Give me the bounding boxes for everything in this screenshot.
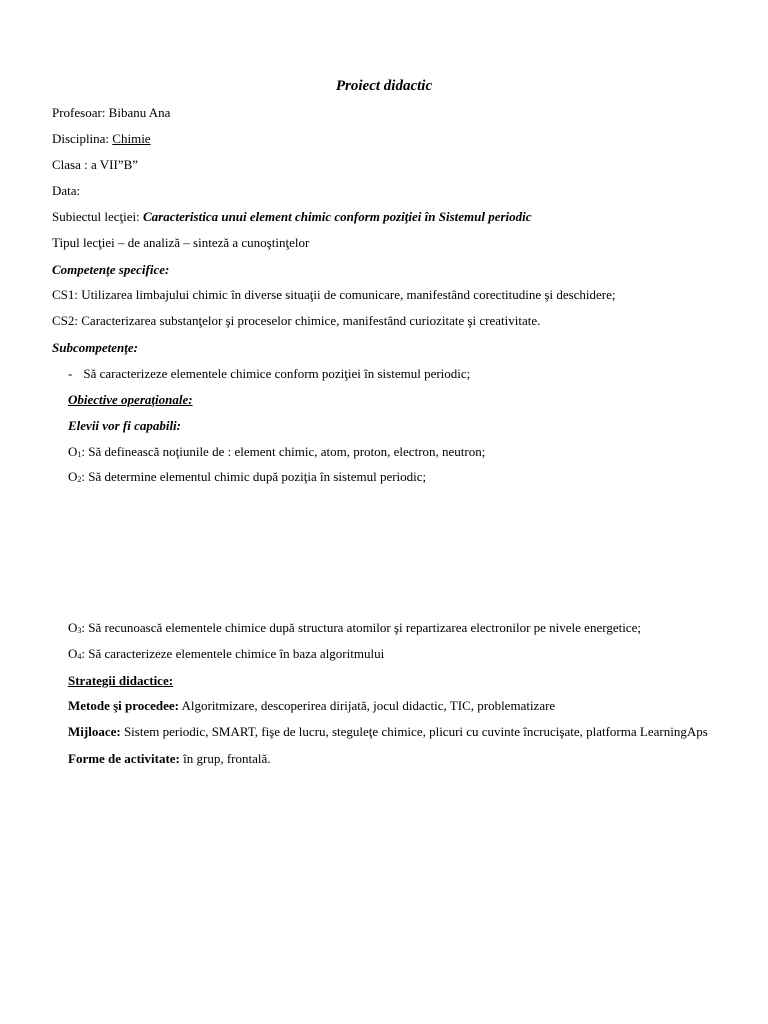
subiect-value: Caracteristica unui element chimic conform poziţiei în Sistemul periodic <box>142 209 532 224</box>
list-dash: - <box>68 366 73 381</box>
cs1-line: CS1: Utilizarea limbajului chimic în diverse situaţii de comunicare, manifestând corectitudine şi deschidere; <box>52 287 616 302</box>
document-title: Proiect didactic <box>335 78 433 94</box>
objective-index: 4 <box>77 652 82 661</box>
strategii-heading: Strategii didactice: <box>68 673 174 688</box>
objective-text: : Să definească noţiunile de : element chimic, atom, proton, electron, neutron; <box>81 444 486 459</box>
subiect-line <box>52 209 532 225</box>
mijloace-label: Mijloace: <box>68 724 121 739</box>
objective-o2 <box>68 469 426 485</box>
subcompetenta-item <box>68 366 470 382</box>
objective-text: : Să recunoască elementele chimice după structura atomilor şi repartizarea electronilor pe nivele energetice; <box>81 620 641 635</box>
data-line: Data: <box>52 183 81 198</box>
objective-prefix: O <box>68 444 78 459</box>
obiective-heading: Obiective operaţionale: <box>68 392 193 407</box>
objective-prefix: O <box>68 620 78 635</box>
clasa-line: Clasa : a VII”B” <box>52 157 139 172</box>
competente-heading: Competenţe specifice: <box>52 262 170 277</box>
objective-o4 <box>68 646 384 662</box>
subcompetenta-text: Să caracterizeze elementele chimice conform poziţiei în sistemul periodic; <box>83 366 471 381</box>
forme-label: Forme de activitate: <box>68 751 180 766</box>
objective-index: 1 <box>77 450 82 459</box>
objective-text: : Să caracterizeze elementele chimice în baza algoritmului <box>81 646 385 661</box>
tipul-lectiei-line: Tipul lecţiei – de analiză – sinteză a cunoştinţelor <box>52 235 310 250</box>
objective-text: : Să determine elementul chimic după poziţia în sistemul periodic; <box>81 469 427 484</box>
mijloace-line <box>68 724 708 740</box>
objective-index: 3 <box>77 626 82 635</box>
objective-o3 <box>68 620 641 636</box>
mijloace-value: Sistem periodic, SMART, fişe de lucru, steguleţe chimice, plicuri cu cuvinte încrucişate, platforma LearningAps <box>120 724 708 739</box>
subiect-label: Subiectul lecţiei: <box>52 209 143 224</box>
objective-prefix: O <box>68 646 78 661</box>
profesor-line: Profesoar: Bibanu Ana <box>52 105 171 120</box>
objective-o1 <box>68 444 485 460</box>
metode-label: Metode şi procedee: <box>68 698 179 713</box>
forme-line <box>68 751 271 767</box>
objective-prefix: O <box>68 469 78 484</box>
disciplina-label: Disciplina: <box>52 131 113 146</box>
metode-line <box>68 698 555 714</box>
disciplina-line <box>52 131 151 147</box>
forme-value: în grup, frontală. <box>179 751 271 766</box>
disciplina-value: Chimie <box>112 131 151 146</box>
elevii-line: Elevii vor fi capabili: <box>68 418 182 433</box>
metode-value: Algoritmizare, descoperirea dirijată, jocul didactic, TIC, problematizare <box>178 698 556 713</box>
subcompetente-heading: Subcompetenţe: <box>52 340 138 355</box>
cs2-line: CS2: Caracterizarea substanţelor şi proceselor chimice, manifestând curiozitate şi creativitate. <box>52 313 541 328</box>
objective-index: 2 <box>77 475 82 484</box>
